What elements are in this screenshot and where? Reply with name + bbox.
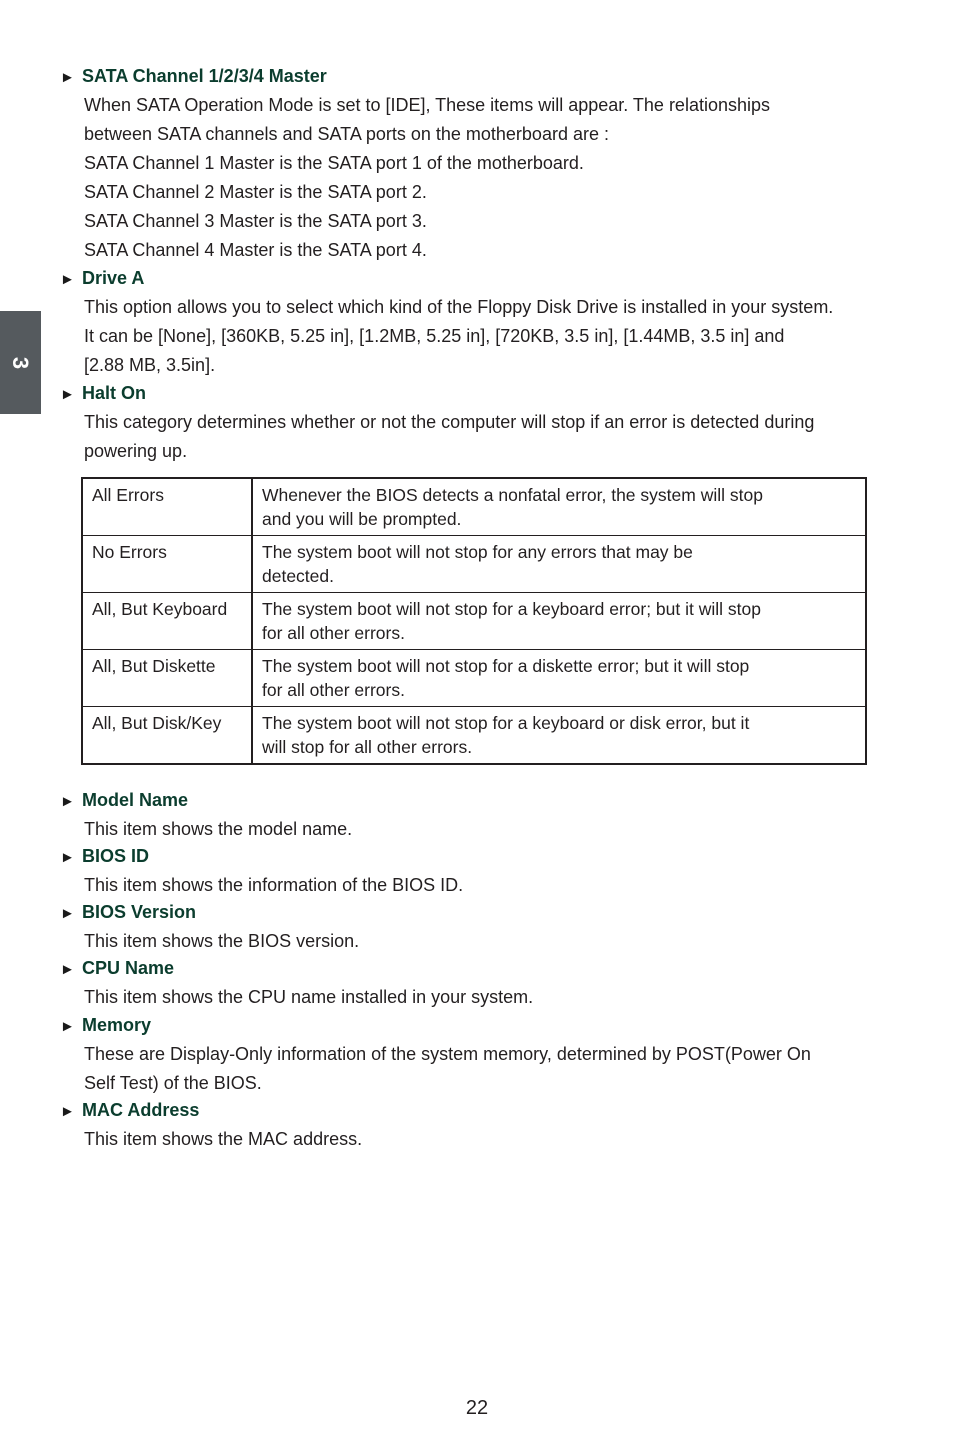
section-halt-on — [60, 381, 910, 466]
section-body — [84, 927, 910, 956]
triangle-bullet-icon: ► — [60, 849, 75, 866]
option-cell: All Errors — [82, 478, 252, 536]
section-body — [84, 408, 910, 466]
body-line: between SATA channels and SATA ports on the motherboard are : — [84, 124, 609, 144]
body-line: When SATA Operation Mode is set to [IDE], These items will appear. The relationships — [84, 95, 770, 115]
triangle-bullet-icon: ► — [60, 793, 75, 810]
section-drive-a — [60, 266, 910, 380]
body-line: This category determines whether or not the computer will stop if an error is detected during — [84, 412, 815, 432]
body-line: SATA Channel 1 Master is the SATA port 1 of the motherboard. — [84, 153, 584, 173]
triangle-bullet-icon: ► — [60, 961, 75, 978]
description-cell — [252, 478, 866, 536]
body-line: SATA Channel 4 Master is the SATA port 4. — [84, 240, 427, 260]
option-cell: All, But Diskette — [82, 650, 252, 707]
description-line: The system boot will not stop for a keyboard or disk error, but it — [262, 713, 750, 733]
body-line: This item shows the BIOS version. — [84, 931, 360, 951]
section-heading: ► MAC Address — [60, 1098, 910, 1122]
section-heading: ► Halt On — [60, 381, 910, 405]
body-line: SATA Channel 2 Master is the SATA port 2. — [84, 182, 427, 202]
page-number: 22 — [465, 1397, 489, 1419]
section-heading: ► Memory — [60, 1013, 910, 1037]
halt-on-options-table — [81, 477, 867, 765]
body-line: [2.88 MB, 3.5in]. — [84, 355, 216, 375]
section-body — [84, 983, 910, 1012]
option-cell: All, But Keyboard — [82, 593, 252, 650]
description-line: and you will be prompted. — [262, 509, 462, 529]
section-bios-version — [60, 900, 910, 956]
section-heading: ► BIOS ID — [60, 844, 910, 868]
section-body — [84, 91, 910, 265]
section-body — [84, 1040, 910, 1098]
description-cell — [252, 593, 866, 650]
option-cell: All, But Disk/Key — [82, 707, 252, 765]
section-body — [84, 815, 910, 844]
section-heading: ► Model Name — [60, 788, 910, 812]
section-mac-address — [60, 1098, 910, 1154]
triangle-bullet-icon: ► — [60, 1018, 75, 1035]
description-line: for all other errors. — [262, 680, 405, 700]
section-bios-id — [60, 844, 910, 900]
body-line: Self Test) of the BIOS. — [84, 1073, 262, 1093]
description-cell — [252, 536, 866, 593]
description-cell — [252, 707, 866, 765]
chapter-number: 3 — [8, 356, 34, 369]
section-sata-channel — [60, 64, 910, 265]
body-line: powering up. — [84, 441, 188, 461]
body-line: This item shows the model name. — [84, 819, 353, 839]
section-body — [84, 1125, 910, 1154]
description-line: for all other errors. — [262, 623, 405, 643]
description-line: The system boot will not stop for a diskette error; but it will stop — [262, 656, 750, 676]
triangle-bullet-icon: ► — [60, 905, 75, 922]
table-row — [82, 707, 866, 765]
triangle-bullet-icon: ► — [60, 69, 75, 86]
table-row — [82, 650, 866, 707]
table-row — [82, 536, 866, 593]
section-heading: ► Drive A — [60, 266, 910, 290]
triangle-bullet-icon: ► — [60, 271, 75, 288]
description-cell — [252, 650, 866, 707]
section-cpu-name — [60, 956, 910, 1012]
body-line: These are Display-Only information of the system memory, determined by POST(Power On — [84, 1044, 811, 1064]
section-body — [84, 871, 910, 900]
section-model-name — [60, 788, 910, 844]
body-line: It can be [None], [360KB, 5.25 in], [1.2MB, 5.25 in], [720KB, 3.5 in], [1.44MB, 3.5 in] and — [84, 326, 785, 346]
section-heading: ► CPU Name — [60, 956, 910, 980]
table-row — [82, 593, 866, 650]
section-heading: ► SATA Channel 1/2/3/4 Master — [60, 64, 910, 88]
description-line: detected. — [262, 566, 334, 586]
chapter-tab — [0, 311, 41, 414]
option-cell: No Errors — [82, 536, 252, 593]
body-line: This option allows you to select which kind of the Floppy Disk Drive is installed in your system. — [84, 297, 834, 317]
table-row — [82, 478, 866, 536]
section-body — [84, 293, 910, 380]
description-line: The system boot will not stop for any errors that may be — [262, 542, 693, 562]
triangle-bullet-icon: ► — [60, 386, 75, 403]
description-line: The system boot will not stop for a keyboard error; but it will stop — [262, 599, 761, 619]
section-heading: ► BIOS Version — [60, 900, 910, 924]
body-line: This item shows the information of the BIOS ID. — [84, 875, 464, 895]
body-line: This item shows the MAC address. — [84, 1129, 363, 1149]
description-line: Whenever the BIOS detects a nonfatal error, the system will stop — [262, 485, 763, 505]
body-line: This item shows the CPU name installed in your system. — [84, 987, 534, 1007]
body-line: SATA Channel 3 Master is the SATA port 3. — [84, 211, 427, 231]
triangle-bullet-icon: ► — [60, 1103, 75, 1120]
description-line: will stop for all other errors. — [262, 737, 473, 757]
section-memory — [60, 1013, 910, 1098]
